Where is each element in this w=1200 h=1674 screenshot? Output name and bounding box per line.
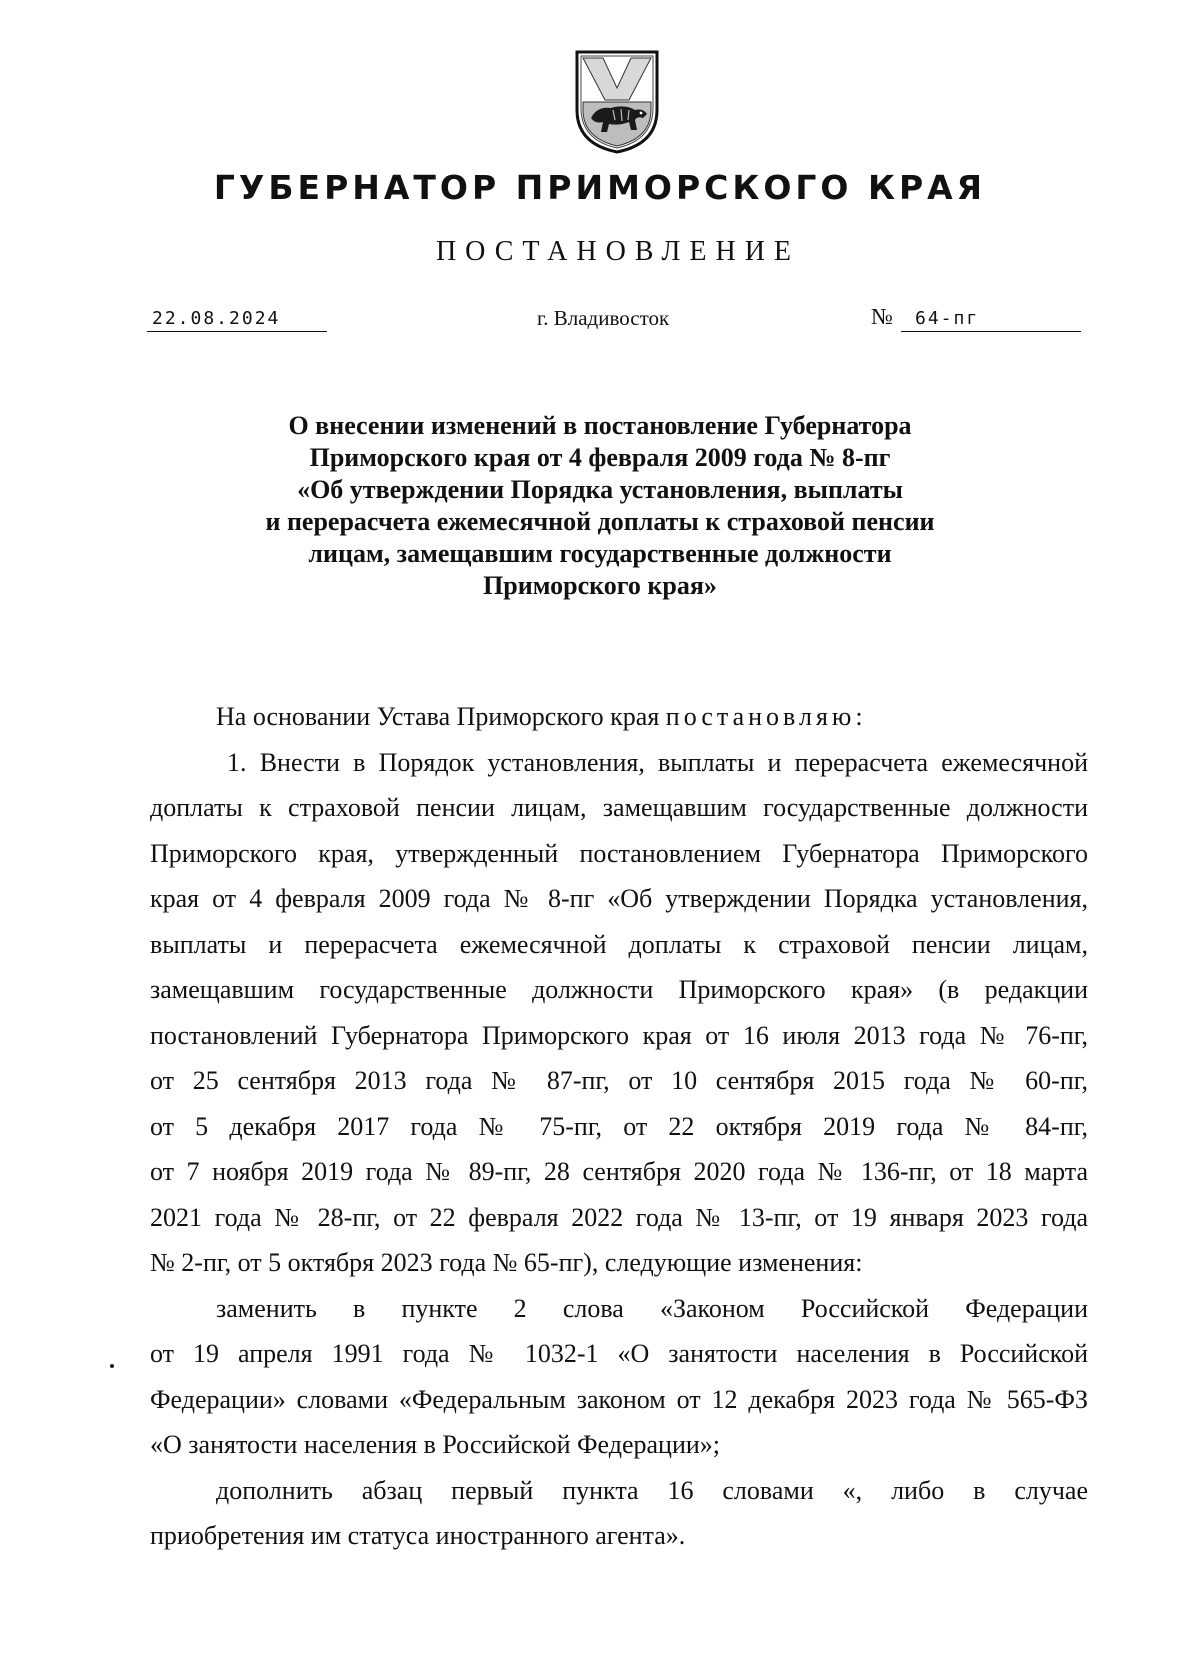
paragraph-2-line: от 19 апреля 1991 года № 1032-1 «О занятости населения в Российской — [150, 1339, 1088, 1368]
coat-of-arms-emblem — [573, 48, 661, 156]
paragraph-1-line: 2021 года № 28-пг, от 22 февраля 2022 года № 13-пг, от 19 января 2023 года — [150, 1202, 1088, 1232]
document-city: г. Владивосток — [537, 306, 670, 330]
paragraph-3-line: дополнить абзац первый пункта 16 словами «, либо в случае — [216, 1475, 1088, 1505]
subject-line: Приморского края от 4 февраля 2009 года № 8-пг — [309, 443, 891, 472]
paragraph-1-line: Приморского края, утвержденный постановлением Губернатора Приморского — [150, 838, 1088, 868]
scan-speck — [110, 1364, 114, 1368]
document-type-heading: ПОСТАНОВЛЕНИЕ — [435, 236, 801, 267]
paragraph-1-line: № 2-пг, от 5 октября 2023 года № 65-пг), следующие изменения: — [150, 1248, 863, 1277]
paragraph-2-line: Федерации» словами «Федеральным законом от 12 декабря 2023 года № 565-ФЗ — [150, 1384, 1088, 1414]
paragraph-3-line: приобретения им статуса иностранного агента». — [150, 1521, 686, 1550]
paragraph-1-line: постановлений Губернатора Приморского края от 16 июля 2013 года № 76-пг, — [150, 1020, 1088, 1050]
preamble-paragraph — [150, 694, 1088, 740]
paragraph-1-line: замещавшим государственные должности Приморского края» (в редакции — [150, 975, 1088, 1004]
paragraph-1-line: от 5 декабря 2017 года № 75-пг, от 22 октября 2019 года № 84-пг, — [150, 1111, 1088, 1141]
preamble-resolve-word: постановляю: — [665, 702, 867, 731]
document-body — [150, 694, 1088, 1559]
issuing-authority-title: ГУБЕРНАТОР ПРИМОРСКОГО КРАЯ — [213, 168, 987, 207]
document-number: 64-пг — [901, 308, 1081, 332]
paragraph-2-line: заменить в пункте 2 слова «Законом Российской Федерации — [216, 1293, 1088, 1323]
paragraph-1-line: выплаты и перерасчета ежемесячной доплаты к страховой пенсии лицам, — [150, 929, 1088, 959]
preamble-text: На основании Устава Приморского края — [216, 702, 660, 731]
paragraph-1-line: от 7 ноября 2019 года № 89-пг, 28 сентября 2020 года № 136-пг, от 18 марта — [150, 1157, 1088, 1186]
number-sign: № — [871, 304, 893, 329]
subject-line: лицам, замещавшим государственные должности — [308, 539, 892, 568]
subject-line: и перерасчета ежемесячной доплаты к страховой пенсии — [265, 507, 935, 536]
paragraph-1-line: 1. Внести в Порядок установления, выплаты и перерасчета ежемесячной — [227, 747, 1088, 777]
document-subject — [0, 410, 1200, 602]
paragraph-1-line: края от 4 февраля 2009 года № 8-пг «Об утверждении Порядка установления, — [150, 884, 1088, 913]
document-date: 22.08.2024 — [147, 308, 327, 332]
paragraph-1-line: от 25 сентября 2013 года № 87-пг, от 10 сентября 2015 года № 60-пг, — [150, 1066, 1088, 1095]
paragraph-2-line: «О занятости населения в Российской Федерации»; — [150, 1430, 721, 1459]
subject-line: О внесении изменений в постановление Губернатора — [288, 411, 912, 440]
paragraph-1-line: доплаты к страховой пенсии лицам, замещавшим государственные должности — [150, 793, 1088, 822]
subject-line: Приморского края» — [483, 571, 717, 600]
subject-line: «Об утверждении Порядка установления, выплаты — [297, 475, 903, 504]
